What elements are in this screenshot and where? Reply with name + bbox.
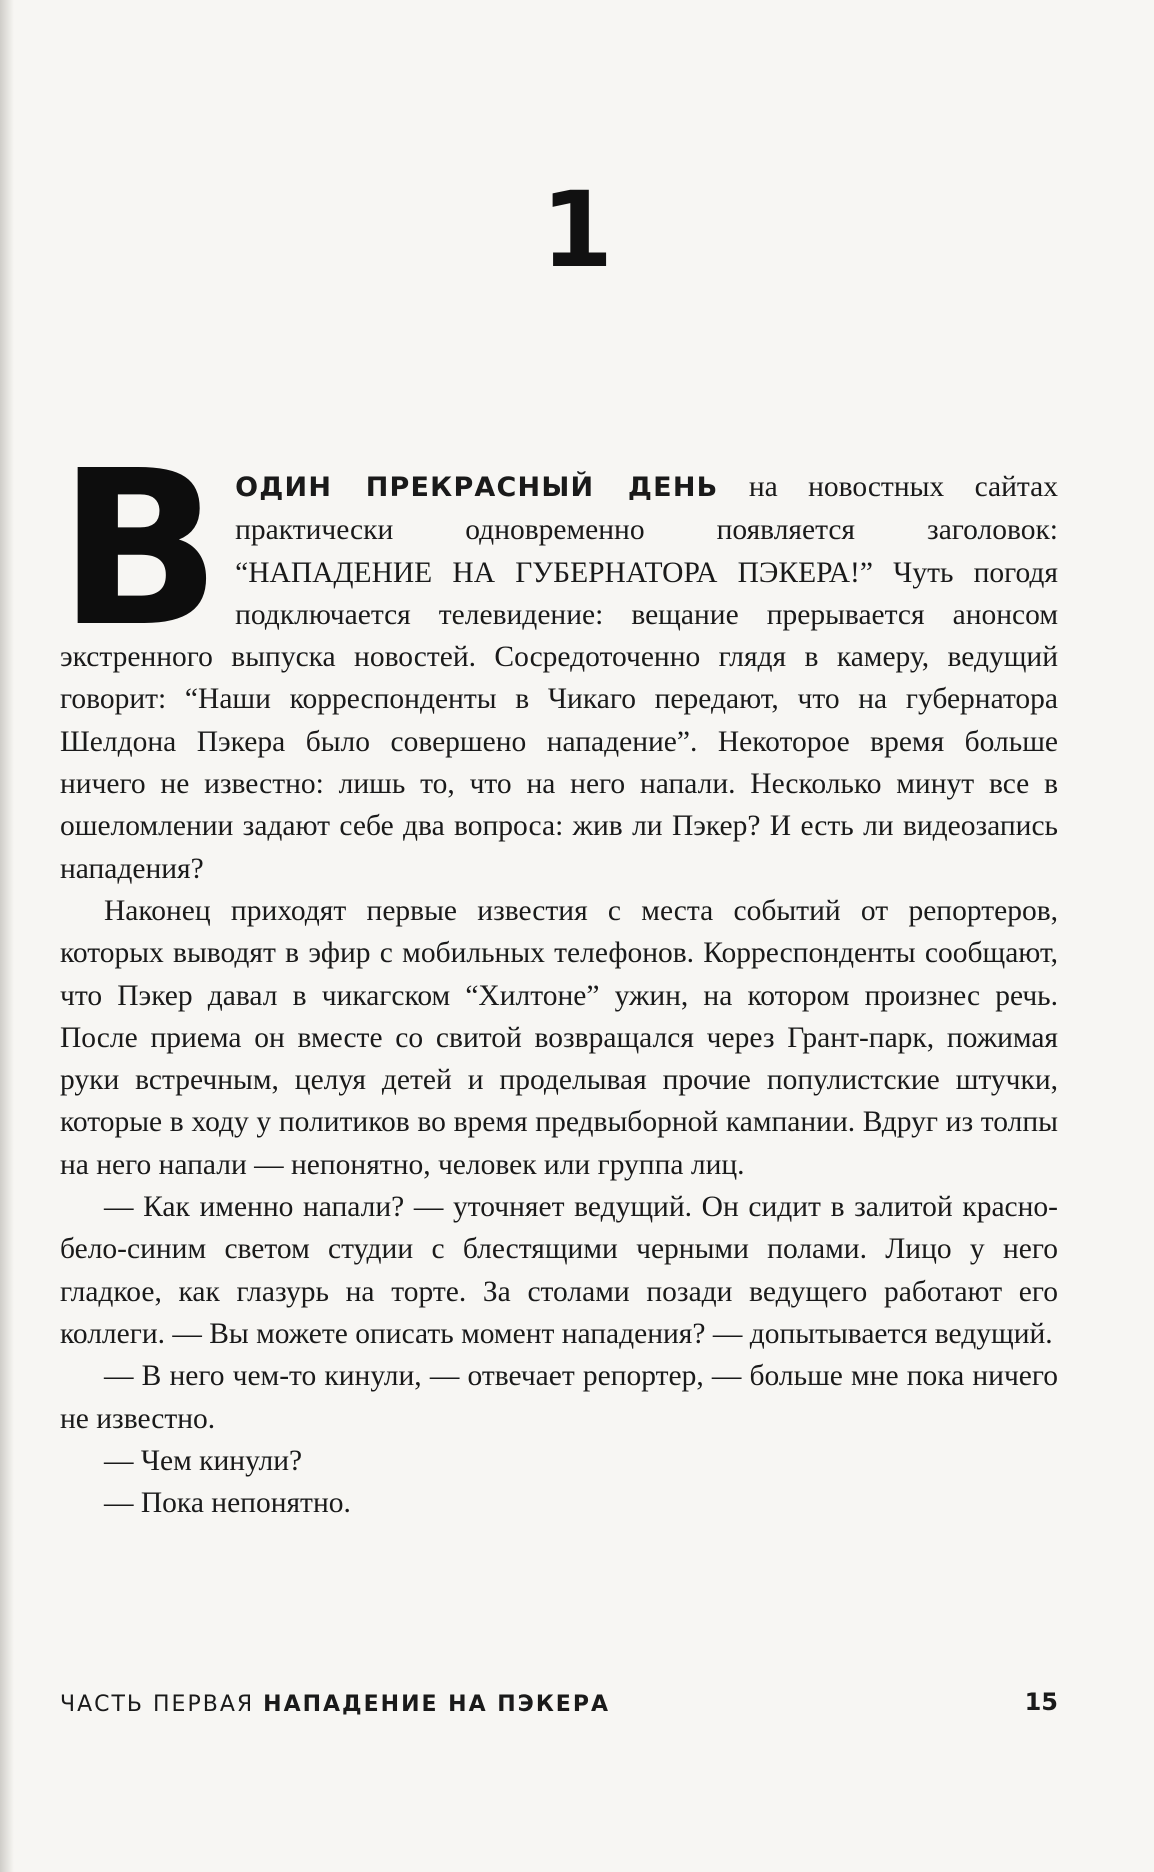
page-number: 15 xyxy=(1024,1688,1058,1716)
lead-words: ОДИН ПРЕКРАСНЫЙ ДЕНЬ xyxy=(235,472,719,503)
drop-cap: В xyxy=(58,425,222,674)
paragraph: Наконец приходят первые известия с места событий от репортеров, которых выводят в эфир с мобильных телефонов. Корреспонденты сообщают, что Пэкер давал в чикагском “Хилтоне” ужин, на котором произнес речь. После приема он вместе со свитой возвращался через Грант-парк, пожимая руки встречным, целуя детей и проделывая прочие популистские штучки, которые в ходу у политиков во время предвыборной кампании. Вдруг из толпы на него напали — непонятно, человек или группа лиц. xyxy=(60,894,1058,1181)
paragraph-opening xyxy=(58,425,1059,890)
paragraph-text: на новостных сайтах практически одновременно появляется заголовок: “НАПАДЕНИЕ НА ГУБЕРНАТОРА ПЭКЕРА!” Чуть погодя подключается телевидение: вещание прерывается анонсом экстренного выпуска новостей. Сосредоточенно глядя в камеру, ведущий говорит: “Наши корреспонденты в Чикаго передают, что на губернатора Шелдона Пэкера было совершено нападение”. Некоторое время больше ничего не известно: лишь то, что на него напали. Несколько минут все в ошеломлении задают себе два вопроса: жив ли Пэкер? И есть ли видеозапись нападения? xyxy=(60,471,1059,885)
part-label: ЧАСТЬ ПЕРВАЯ xyxy=(60,1692,255,1717)
running-footer xyxy=(60,1692,1058,1717)
part-title: НАПАДЕНИЕ НА ПЭКЕРА xyxy=(263,1692,610,1717)
dialogue-line: — В него чем-то кинули, — отвечает репортер, — больше мне пока ничего не известно. xyxy=(60,1360,1058,1435)
chapter-number: 1 xyxy=(540,169,614,291)
dialogue-line: — Пока непонятно. xyxy=(104,1487,351,1520)
dialogue-line: — Чем кинули? xyxy=(104,1444,303,1477)
dialogue-line: — Как именно напали? — уточняет ведущий. Он сидит в залитой красно-бело-синим светом студии с блестящими черными полами. Лицо у него гладкое, как глазурь на торте. За столами позади ведущего работают его коллеги. — Вы можете описать момент нападения? — допытывается ведущий. xyxy=(60,1191,1058,1350)
body-text xyxy=(58,425,1059,1524)
